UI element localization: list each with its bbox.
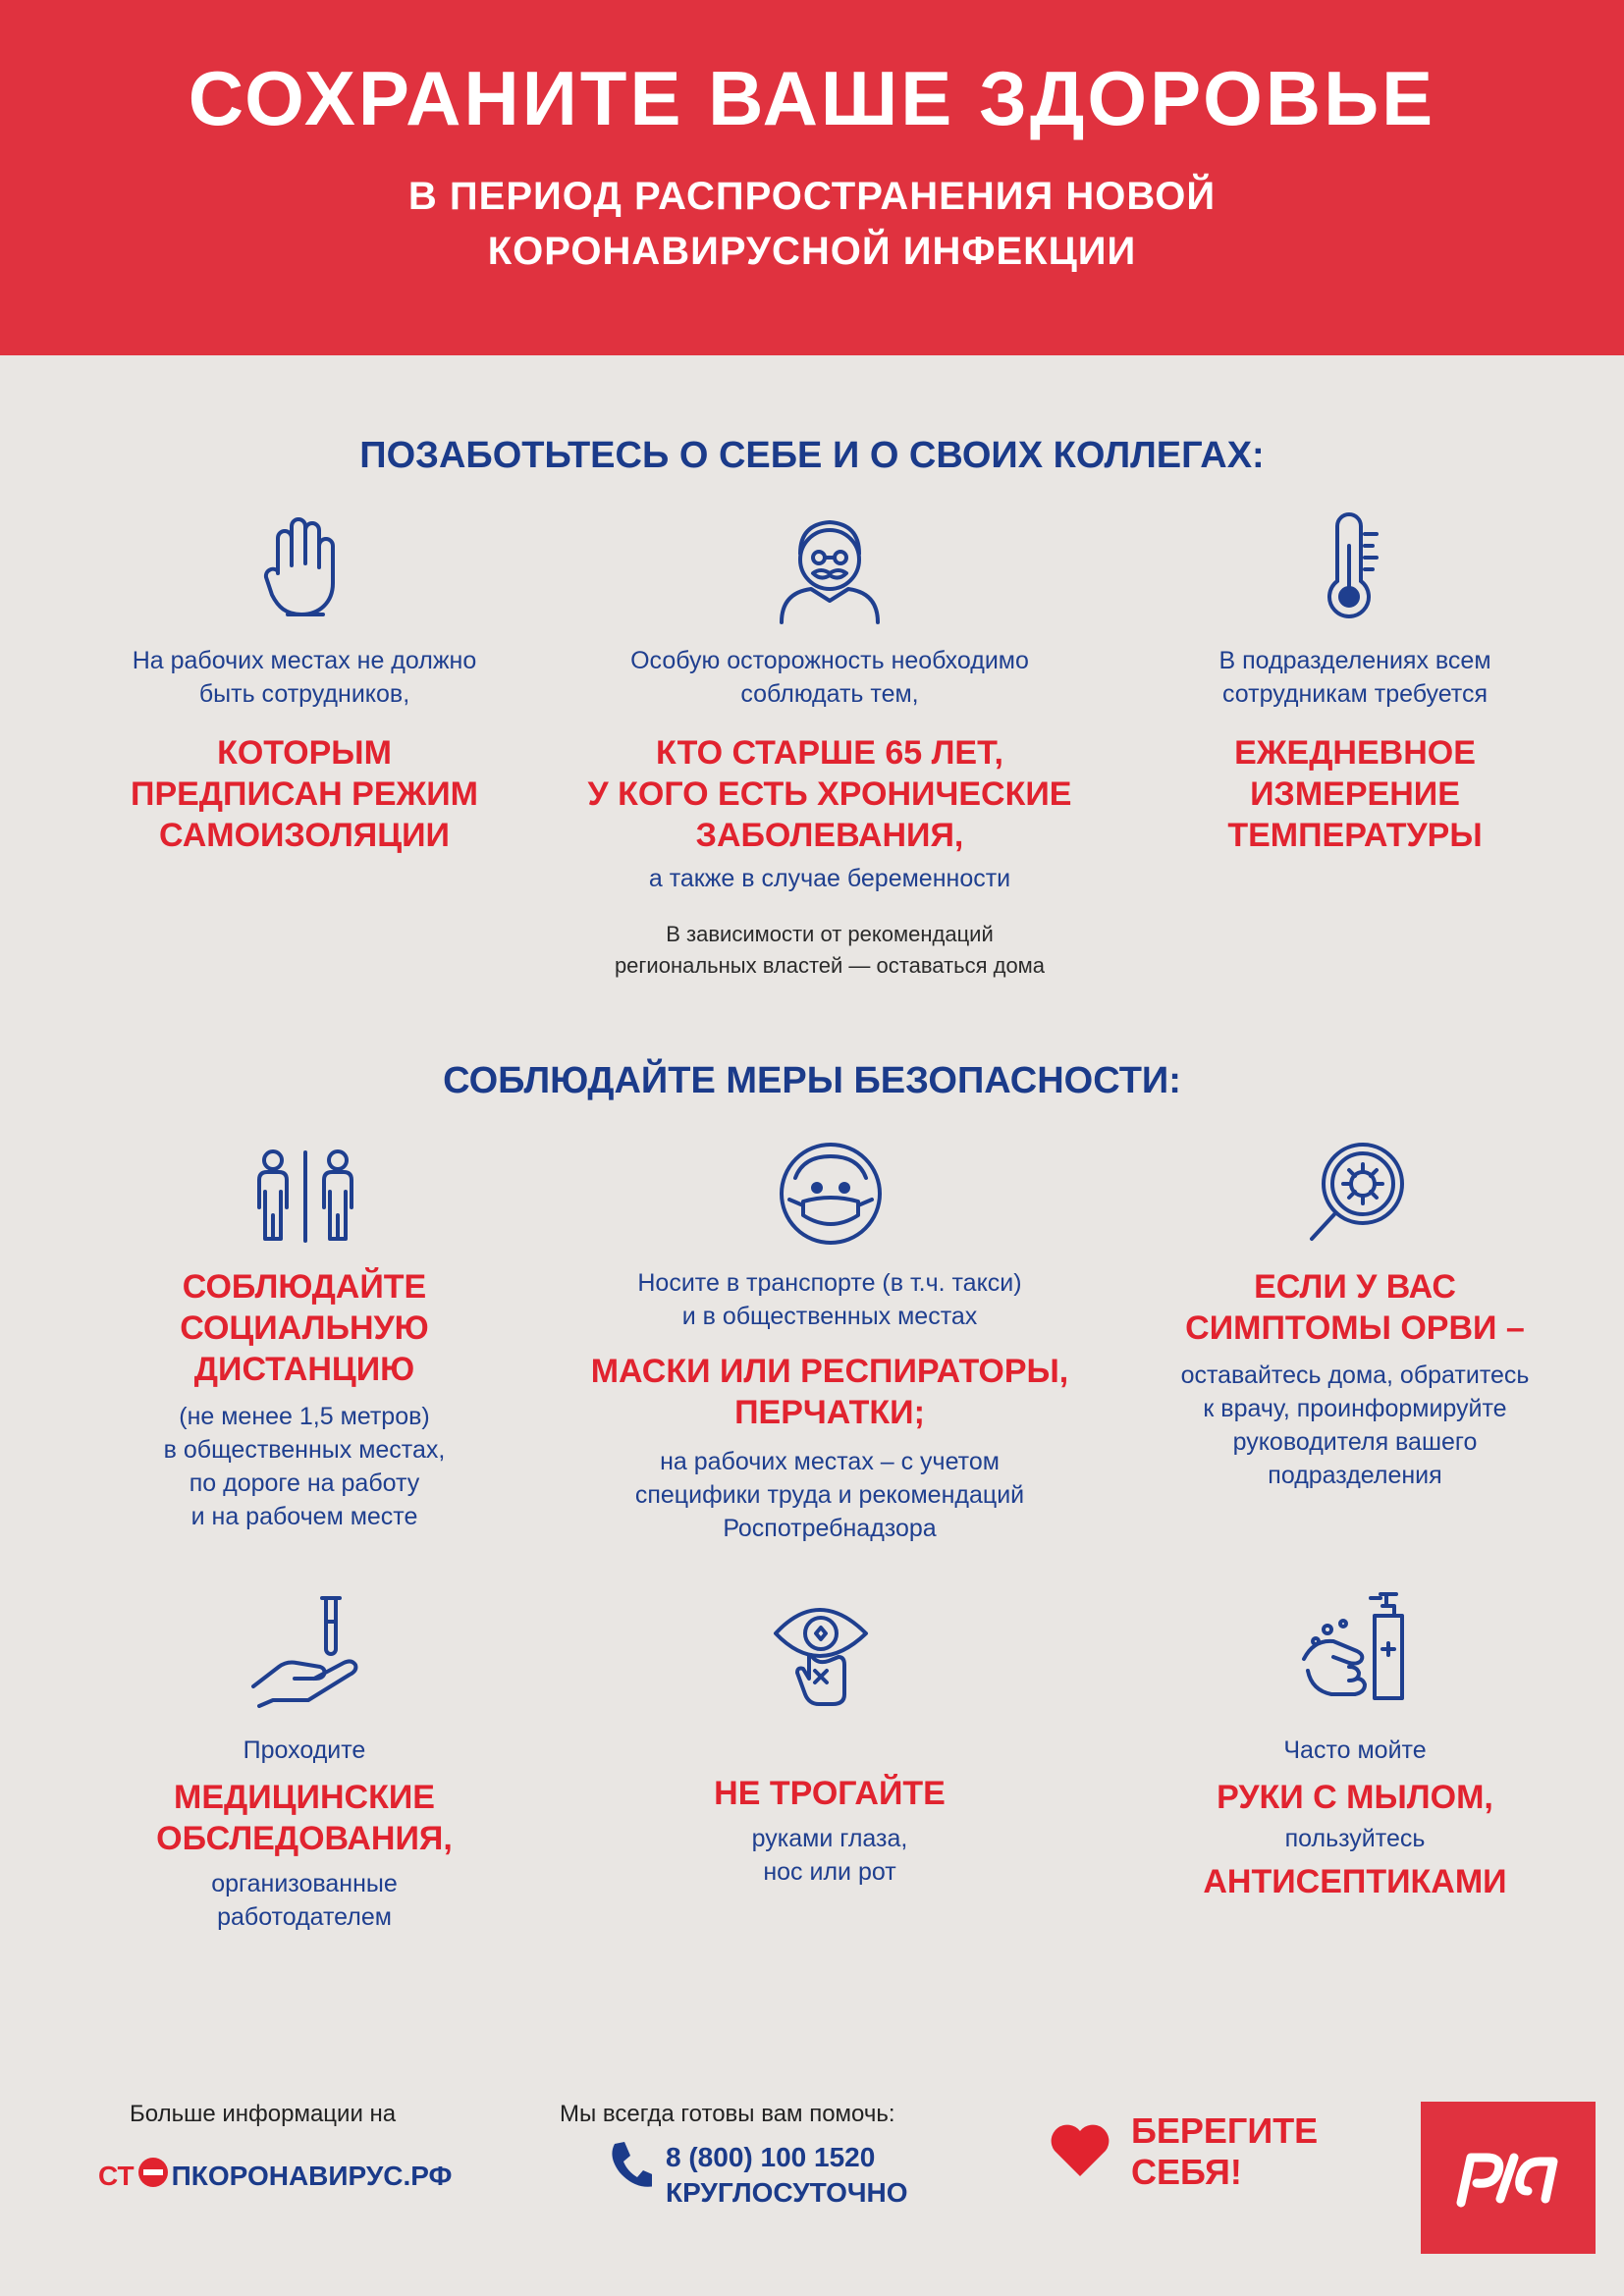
site-suffix: ПКОРОНАВИРУС.РФ	[171, 2160, 453, 2191]
item-highlight: КТО СТАРШЕ 65 ЛЕТ,	[656, 734, 1003, 772]
item-highlight: АНТИСЕПТИКАМИ	[1203, 1863, 1507, 1900]
take-care-text	[1131, 2110, 1318, 2193]
item-after: организованные	[211, 1870, 398, 1897]
item-highlight: МАСКИ ИЛИ РЕСПИРАТОРЫ,	[590, 1353, 1069, 1390]
item-note: В зависимости от рекомендаций	[666, 922, 994, 946]
hotline[interactable]	[607, 2140, 908, 2211]
item-after: по дороге на работу	[189, 1469, 420, 1497]
face-mask-icon	[774, 1139, 888, 1249]
phone-icon	[607, 2140, 652, 2194]
no-touch-eye-icon	[772, 1598, 870, 1708]
item-after: специфики труда и рекомендаций	[634, 1481, 1025, 1509]
item-intro: соблюдать тем,	[740, 680, 919, 708]
item-note: региональных властей — оставаться дома	[614, 953, 1046, 978]
safety-item-masks	[550, 1266, 1110, 1545]
item-highlight: ТЕМПЕРАТУРЫ	[1227, 817, 1483, 854]
phone-note: КРУГЛОСУТОЧНО	[666, 2177, 908, 2208]
item-highlight: ИЗМЕРЕНИЕ	[1250, 775, 1460, 813]
phone-text	[666, 2140, 908, 2211]
item-after: и на рабочем месте	[190, 1503, 418, 1530]
item-intro: На рабочих местах не должно	[132, 647, 477, 674]
item-highlight: ОБСЛЕДОВАНИЯ,	[156, 1820, 453, 1857]
item-highlight: ДИСТАНЦИЮ	[193, 1351, 415, 1388]
phone-number[interactable]: 8 (800) 100 1520	[666, 2142, 876, 2172]
virus-magnifier-icon	[1302, 1137, 1412, 1247]
item-intro: и в общественных местах	[681, 1303, 978, 1330]
page-subtitle	[0, 169, 1624, 279]
item-highlight: ЗАБОЛЕВАНИЯ,	[695, 817, 964, 854]
safety-item-hand-wash	[1139, 1734, 1571, 1902]
take-care-block	[1049, 2110, 1318, 2193]
item-after: руководителя вашего	[1232, 1428, 1478, 1456]
item-after: оставайтесь дома, обратитесь	[1180, 1362, 1530, 1389]
subtitle-line: В ПЕРИОД РАСПРОСТРАНЕНИЯ НОВОЙ	[407, 175, 1217, 218]
care-item-temperature	[1139, 644, 1571, 856]
item-after: а также в случае беременности	[648, 865, 1011, 892]
item-intro: Носите в транспорте (в т.ч. такси)	[637, 1269, 1022, 1297]
item-highlight: ЕСЛИ У ВАС	[1254, 1268, 1456, 1306]
item-after: пользуйтесь	[1284, 1825, 1426, 1852]
item-highlight: КОТОРЫМ	[217, 734, 392, 772]
social-distance-icon	[249, 1147, 361, 1245]
thermometer-icon	[1316, 512, 1384, 622]
item-highlight: СОБЛЮДАЙТЕ	[182, 1268, 427, 1306]
item-intro: быть сотрудников,	[198, 680, 410, 708]
section-title-care: ПОЗАБОТЬТЕСЬ О СЕБЕ И О СВОИХ КОЛЛЕГАХ:	[359, 435, 1265, 476]
item-highlight: ЕЖЕДНЕВНОЕ	[1234, 734, 1476, 772]
item-highlight: СИМПТОМЫ ОРВИ –	[1185, 1309, 1525, 1347]
item-intro: сотрудникам требуется	[1221, 680, 1488, 708]
item-intro: Часто мойте	[1283, 1736, 1427, 1764]
stop-coronavirus-link[interactable]	[98, 2156, 452, 2196]
item-highlight: РУКИ С МЫЛОМ,	[1217, 1779, 1493, 1816]
item-after: нос или рот	[763, 1858, 896, 1886]
item-highlight: САМОИЗОЛЯЦИИ	[159, 817, 450, 854]
item-after: к врачу, проинформируйте	[1203, 1395, 1507, 1422]
safety-item-no-touch	[550, 1773, 1110, 1889]
heart-icon	[1049, 2121, 1111, 2183]
elderly-man-icon	[772, 510, 888, 624]
item-after: в общественных местах,	[163, 1436, 446, 1464]
item-after: подразделения	[1268, 1462, 1442, 1489]
help-label: Мы всегда готовы вам помочь:	[560, 2101, 895, 2127]
page-title: СОХРАНИТЕ ВАШЕ ЗДОРОВЬЕ	[188, 55, 1436, 141]
item-intro: Особую осторожность необходимо	[630, 647, 1029, 674]
item-highlight: У КОГО ЕСТЬ ХРОНИЧЕСКИЕ	[587, 775, 1072, 813]
test-tube-hand-icon	[247, 1592, 363, 1708]
item-after: (не менее 1,5 метров)	[179, 1403, 430, 1430]
care-item-risk-groups	[550, 644, 1110, 982]
site-prefix: СТ	[98, 2160, 135, 2191]
care-line: СЕБЯ!	[1131, 2152, 1242, 2192]
raised-hand-icon	[260, 512, 345, 620]
item-after: работодателем	[217, 1903, 392, 1931]
item-highlight: СОЦИАЛЬНУЮ	[180, 1309, 429, 1347]
stop-sign-icon	[136, 2156, 170, 2196]
hand-wash-icon	[1298, 1590, 1416, 1706]
care-line: БЕРЕГИТЕ	[1131, 2110, 1319, 2151]
header-banner	[0, 0, 1624, 355]
item-intro: Проходите	[243, 1736, 366, 1764]
subtitle-line: КОРОНАВИРУСНОЙ ИНФЕКЦИИ	[487, 230, 1137, 273]
info-label: Больше информации на	[130, 2101, 397, 2127]
item-highlight: ПЕРЧАТКИ;	[734, 1394, 925, 1431]
safety-item-medical	[98, 1734, 511, 1934]
item-after: руками глаза,	[751, 1825, 908, 1852]
safety-item-symptoms	[1139, 1266, 1571, 1492]
item-intro: В подразделениях всем	[1218, 647, 1491, 674]
item-highlight: МЕДИЦИНСКИЕ	[174, 1779, 435, 1816]
item-after: Роспотребнадзора	[723, 1515, 937, 1542]
safety-item-distance	[98, 1266, 511, 1533]
item-highlight: ПРЕДПИСАН РЕЖИМ	[131, 775, 478, 813]
care-item-self-isolation	[69, 644, 540, 856]
section-title-safety: СОБЛЮДАЙТЕ МЕРЫ БЕЗОПАСНОСТИ:	[443, 1060, 1181, 1101]
item-highlight: НЕ ТРОГАЙТЕ	[714, 1775, 946, 1812]
item-after: на рабочих местах – с учетом	[660, 1448, 1000, 1475]
rzd-logo	[1421, 2102, 1596, 2254]
